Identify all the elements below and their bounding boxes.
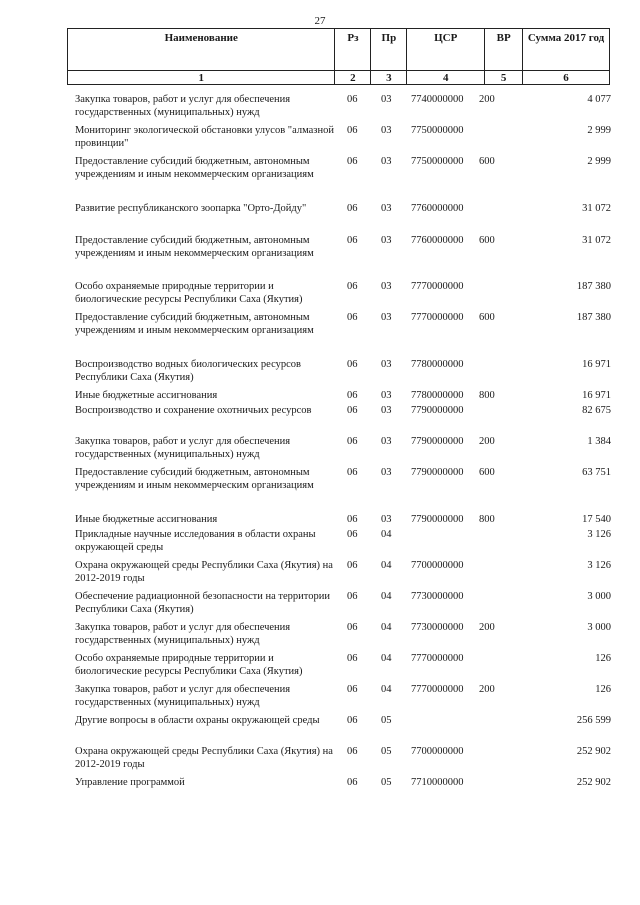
row-csr: 7770000000 xyxy=(411,653,464,664)
row-csr: 7790000000 xyxy=(411,405,464,416)
row-csr: 7780000000 xyxy=(411,390,464,401)
row-sum: 3 126 xyxy=(587,560,611,571)
row-csr: 7780000000 xyxy=(411,359,464,370)
row-csr: 7770000000 xyxy=(411,684,464,695)
row-rz: 06 xyxy=(347,405,358,416)
row-pr: 03 xyxy=(381,156,392,167)
row-pr: 04 xyxy=(381,560,392,571)
row-rz: 06 xyxy=(347,203,358,214)
row-rz: 06 xyxy=(347,390,358,401)
row-rz: 06 xyxy=(347,156,358,167)
row-sum: 31 072 xyxy=(582,235,611,246)
row-sum: 252 902 xyxy=(576,746,611,757)
header-name: Наименование xyxy=(68,29,335,71)
row-name: Обеспечение радиационной безопасности на территории Республики Саха (Якутия) xyxy=(75,591,330,615)
row-csr: 7730000000 xyxy=(411,591,464,602)
header-num: 4 xyxy=(407,71,485,85)
row-vr: 800 xyxy=(479,514,495,525)
row-csr: 7740000000 xyxy=(411,94,464,105)
row-rz: 06 xyxy=(347,622,358,633)
row-sum: 16 971 xyxy=(582,390,611,401)
header-sum: Сумма 2017 год xyxy=(523,29,610,71)
row-rz: 06 xyxy=(347,777,358,788)
row-name: Охрана окружающей среды Республики Саха (Якутия) на 2012-2019 годы xyxy=(75,560,333,584)
row-name: Другие вопросы в области охраны окружающей среды xyxy=(75,715,320,726)
row-rz: 06 xyxy=(347,746,358,757)
row-rz: 06 xyxy=(347,235,358,246)
row-name: Прикладные научные исследования в области охраны окружающей среды xyxy=(75,529,316,553)
row-name: Воспроизводство и сохранение охотничьих ресурсов xyxy=(75,405,312,416)
row-name: Управление программой xyxy=(75,777,185,788)
row-rz: 06 xyxy=(347,436,358,447)
row-pr: 03 xyxy=(381,235,392,246)
row-name: Закупка товаров, работ и услуг для обеспечения государственных (муниципальных) нужд xyxy=(75,622,291,646)
row-pr: 03 xyxy=(381,281,392,292)
row-pr: 04 xyxy=(381,622,392,633)
row-csr: 7750000000 xyxy=(411,156,464,167)
row-rz: 06 xyxy=(347,514,358,525)
row-pr: 05 xyxy=(381,777,392,788)
table-header xyxy=(67,28,610,85)
row-name: Закупка товаров, работ и услуг для обеспечения государственных (муниципальных) нужд xyxy=(75,94,291,118)
row-csr: 7790000000 xyxy=(411,436,464,447)
row-vr: 200 xyxy=(479,436,495,447)
row-name: Мониторинг экологической обстановки улусов "алмазной провинции" xyxy=(75,125,334,149)
row-vr: 200 xyxy=(479,622,495,633)
row-csr: 7760000000 xyxy=(411,203,464,214)
row-sum: 63 751 xyxy=(582,467,611,478)
row-csr: 7710000000 xyxy=(411,777,464,788)
header-num: 5 xyxy=(485,71,523,85)
row-sum: 126 xyxy=(595,684,611,695)
row-name: Развитие республиканского зоопарка "Орто-Дойду" xyxy=(75,203,307,214)
row-sum: 4 077 xyxy=(587,94,611,105)
row-csr: 7790000000 xyxy=(411,467,464,478)
row-vr: 600 xyxy=(479,156,495,167)
page-number: 27 xyxy=(314,15,326,27)
row-name: Закупка товаров, работ и услуг для обеспечения государственных (муниципальных) нужд xyxy=(75,684,291,708)
row-csr: 7770000000 xyxy=(411,281,464,292)
row-vr: 200 xyxy=(479,684,495,695)
row-sum: 1 384 xyxy=(587,436,611,447)
header-rz: Рз xyxy=(335,29,371,71)
row-pr: 04 xyxy=(381,684,392,695)
header-vr: ВР xyxy=(485,29,523,71)
row-rz: 06 xyxy=(347,94,358,105)
row-pr: 03 xyxy=(381,312,392,323)
row-name: Закупка товаров, работ и услуг для обеспечения государственных (муниципальных) нужд xyxy=(75,436,291,460)
row-sum: 252 902 xyxy=(576,777,611,788)
row-name: Иные бюджетные ассигнования xyxy=(75,390,218,401)
row-pr: 05 xyxy=(381,746,392,757)
row-pr: 03 xyxy=(381,514,392,525)
row-name: Особо охраняемые природные территории и биологические ресурсы Республики Саха (Якутия) xyxy=(75,653,303,677)
row-sum: 187 380 xyxy=(576,281,611,292)
row-pr: 03 xyxy=(381,405,392,416)
header-num: 2 xyxy=(335,71,371,85)
row-sum: 2 999 xyxy=(587,156,611,167)
row-sum: 82 675 xyxy=(582,405,611,416)
row-rz: 06 xyxy=(347,715,358,726)
row-rz: 06 xyxy=(347,591,358,602)
row-pr: 03 xyxy=(381,436,392,447)
row-name: Предоставление субсидий бюджетным, автономным учреждениям и иным некоммерческим организациям xyxy=(75,235,314,259)
row-pr: 03 xyxy=(381,467,392,478)
row-name: Предоставление субсидий бюджетным, автономным учреждениям и иным некоммерческим организациям xyxy=(75,312,314,336)
header-num: 3 xyxy=(371,71,407,85)
row-vr: 800 xyxy=(479,390,495,401)
row-name: Воспроизводство водных биологических ресурсов Республики Саха (Якутия) xyxy=(75,359,301,383)
row-sum: 256 599 xyxy=(576,715,611,726)
row-rz: 06 xyxy=(347,529,358,540)
row-rz: 06 xyxy=(347,653,358,664)
row-sum: 31 072 xyxy=(582,203,611,214)
row-sum: 3 000 xyxy=(587,591,611,602)
row-csr: 7700000000 xyxy=(411,560,464,571)
row-vr: 600 xyxy=(479,467,495,478)
header-num: 6 xyxy=(523,71,610,85)
row-sum: 3 126 xyxy=(587,529,611,540)
row-csr: 7700000000 xyxy=(411,746,464,757)
row-vr: 600 xyxy=(479,312,495,323)
row-name: Иные бюджетные ассигнования xyxy=(75,514,218,525)
row-sum: 187 380 xyxy=(576,312,611,323)
row-sum: 17 540 xyxy=(582,514,611,525)
header-num: 1 xyxy=(68,71,335,85)
row-csr: 7750000000 xyxy=(411,125,464,136)
row-sum: 3 000 xyxy=(587,622,611,633)
row-csr: 7790000000 xyxy=(411,514,464,525)
row-name: Особо охраняемые природные территории и биологические ресурсы Республики Саха (Якутия) xyxy=(75,281,303,305)
row-rz: 06 xyxy=(347,281,358,292)
row-pr: 03 xyxy=(381,94,392,105)
row-rz: 06 xyxy=(347,312,358,323)
header-csr: ЦСР xyxy=(407,29,485,71)
row-sum: 2 999 xyxy=(587,125,611,136)
header-pr: Пр xyxy=(371,29,407,71)
row-rz: 06 xyxy=(347,467,358,478)
row-vr: 200 xyxy=(479,94,495,105)
row-name: Предоставление субсидий бюджетным, автономным учреждениям и иным некоммерческим организациям xyxy=(75,467,314,491)
row-pr: 03 xyxy=(381,203,392,214)
row-sum: 16 971 xyxy=(582,359,611,370)
row-pr: 03 xyxy=(381,125,392,136)
row-rz: 06 xyxy=(347,359,358,370)
row-name: Предоставление субсидий бюджетным, автономным учреждениям и иным некоммерческим организациям xyxy=(75,156,314,180)
row-rz: 06 xyxy=(347,684,358,695)
row-csr: 7730000000 xyxy=(411,622,464,633)
row-pr: 04 xyxy=(381,529,392,540)
row-pr: 05 xyxy=(381,715,392,726)
row-rz: 06 xyxy=(347,125,358,136)
row-pr: 04 xyxy=(381,591,392,602)
row-csr: 7770000000 xyxy=(411,312,464,323)
row-pr: 03 xyxy=(381,359,392,370)
row-pr: 03 xyxy=(381,390,392,401)
row-rz: 06 xyxy=(347,560,358,571)
row-csr: 7760000000 xyxy=(411,235,464,246)
row-sum: 126 xyxy=(595,653,611,664)
row-pr: 04 xyxy=(381,653,392,664)
row-vr: 600 xyxy=(479,235,495,246)
row-name: Охрана окружающей среды Республики Саха (Якутия) на 2012-2019 годы xyxy=(75,746,333,770)
